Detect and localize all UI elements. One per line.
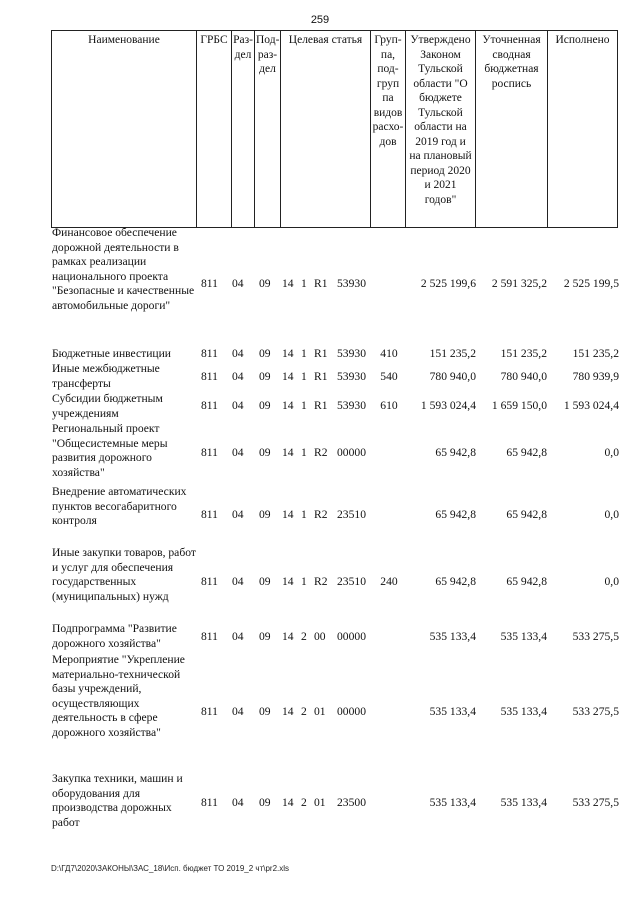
cell-target-3: R2 — [314, 508, 328, 521]
cell-approved: 1 593 024,4 — [420, 399, 476, 412]
cell-podrazdel: 09 — [259, 796, 271, 809]
cell-target-2: 2 — [301, 630, 307, 643]
row-name: Бюджетные инвестиции — [52, 347, 172, 360]
cell-updated: 65 942,8 — [506, 508, 547, 521]
cell-grbs: 811 — [201, 796, 218, 809]
row-name: Финансовое обеспечение дорожной деятельности в рамках реализации национального проекта "Безопасные и качественные автомобильные дороги" — [52, 226, 195, 312]
cell-approved: 65 942,8 — [435, 575, 476, 588]
header-updated: Уточненная сводная бюджетная роспись — [476, 31, 548, 228]
cell-target-1: 14 — [282, 399, 294, 412]
cell-podrazdel: 09 — [259, 705, 271, 718]
cell-executed: 780 939,9 — [572, 370, 619, 383]
cell-target-4: 53930 — [337, 347, 366, 360]
cell-razdel: 04 — [232, 399, 244, 412]
cell-podrazdel: 09 — [259, 630, 271, 643]
cell-target-4: 23510 — [337, 575, 366, 588]
cell-group: 540 — [380, 370, 398, 383]
cell-target-2: 1 — [301, 370, 307, 383]
cell-executed: 151 235,2 — [572, 347, 619, 360]
cell-target-1: 14 — [282, 277, 294, 290]
cell-target-3: R1 — [314, 370, 328, 383]
page-number: 259 — [310, 14, 330, 26]
cell-approved: 535 133,4 — [429, 796, 476, 809]
cell-podrazdel: 09 — [259, 370, 271, 383]
cell-executed: 2 525 199,5 — [563, 277, 619, 290]
cell-podrazdel: 09 — [259, 277, 271, 290]
header-name: Наименование — [52, 31, 197, 228]
cell-executed: 0,0 — [604, 508, 619, 521]
cell-target-3: R1 — [314, 399, 328, 412]
cell-executed: 0,0 — [604, 575, 619, 588]
cell-target-4: 53930 — [337, 370, 366, 383]
cell-updated: 151 235,2 — [500, 347, 547, 360]
cell-razdel: 04 — [232, 575, 244, 588]
cell-updated: 1 659 150,0 — [491, 399, 547, 412]
row-name: Иные межбюджетные трансферты — [52, 362, 160, 390]
cell-executed: 1 593 024,4 — [563, 399, 619, 412]
cell-target-3: R2 — [314, 446, 328, 459]
cell-grbs: 811 — [201, 370, 218, 383]
cell-target-1: 14 — [282, 575, 294, 588]
cell-approved: 65 942,8 — [435, 446, 476, 459]
cell-executed: 0,0 — [604, 446, 619, 459]
header-approved: Утверждено Законом Тульской области "О бюджете Тульской области на 2019 год и на плановый период 2020 и 2021 годов" — [406, 31, 476, 228]
cell-target-3: 01 — [314, 705, 326, 718]
cell-grbs: 811 — [201, 399, 218, 412]
cell-target-3: 01 — [314, 796, 326, 809]
cell-podrazdel: 09 — [259, 399, 271, 412]
cell-updated: 780 940,0 — [500, 370, 547, 383]
cell-target-2: 2 — [301, 796, 307, 809]
cell-target-2: 1 — [301, 399, 307, 412]
cell-grbs: 811 — [201, 446, 218, 459]
cell-target-2: 1 — [301, 446, 307, 459]
row-name: Субсидии бюджетным учреждениям — [52, 392, 163, 420]
cell-updated: 535 133,4 — [500, 630, 547, 643]
row-name: Подпрограмма "Развитие дорожного хозяйства" — [52, 622, 177, 650]
cell-podrazdel: 09 — [259, 347, 271, 360]
cell-target-4: 00000 — [337, 705, 366, 718]
cell-grbs: 811 — [201, 277, 218, 290]
header-group: Груп- па, под- груп па видов расхо- дов — [371, 31, 406, 228]
cell-updated: 2 591 325,2 — [491, 277, 547, 290]
row-name: Иные закупки товаров, работ и услуг для обеспечения государственных (муниципальных) нужд — [52, 546, 196, 603]
cell-target-4: 00000 — [337, 446, 366, 459]
cell-razdel: 04 — [232, 630, 244, 643]
cell-approved: 535 133,4 — [429, 630, 476, 643]
cell-group: 240 — [380, 575, 398, 588]
cell-target-1: 14 — [282, 370, 294, 383]
cell-podrazdel: 09 — [259, 575, 271, 588]
cell-razdel: 04 — [232, 446, 244, 459]
cell-grbs: 811 — [201, 347, 218, 360]
cell-updated: 65 942,8 — [506, 446, 547, 459]
cell-grbs: 811 — [201, 508, 218, 521]
cell-target-2: 1 — [301, 277, 307, 290]
cell-target-1: 14 — [282, 347, 294, 360]
header-grbs: ГРБС — [197, 31, 232, 228]
cell-grbs: 811 — [201, 705, 218, 718]
cell-target-2: 1 — [301, 508, 307, 521]
cell-executed: 533 275,5 — [572, 630, 619, 643]
cell-target-1: 14 — [282, 446, 294, 459]
cell-approved: 780 940,0 — [429, 370, 476, 383]
header-target: Целевая статья — [281, 31, 371, 228]
cell-grbs: 811 — [201, 575, 218, 588]
cell-updated: 535 133,4 — [500, 705, 547, 718]
table-header — [51, 30, 618, 228]
cell-target-2: 1 — [301, 347, 307, 360]
cell-razdel: 04 — [232, 277, 244, 290]
cell-target-4: 53930 — [337, 399, 366, 412]
cell-target-3: R1 — [314, 347, 328, 360]
cell-group: 410 — [380, 347, 398, 360]
header-razdel: Раз- дел — [232, 31, 255, 228]
cell-razdel: 04 — [232, 347, 244, 360]
cell-target-2: 2 — [301, 705, 307, 718]
header-executed: Исполнено — [548, 31, 618, 228]
cell-target-4: 53930 — [337, 277, 366, 290]
cell-target-2: 1 — [301, 575, 307, 588]
cell-target-3: 00 — [314, 630, 326, 643]
cell-target-3: R1 — [314, 277, 328, 290]
cell-podrazdel: 09 — [259, 446, 271, 459]
cell-razdel: 04 — [232, 508, 244, 521]
cell-target-1: 14 — [282, 705, 294, 718]
cell-grbs: 811 — [201, 630, 218, 643]
cell-approved: 2 525 199,6 — [420, 277, 476, 290]
cell-target-1: 14 — [282, 508, 294, 521]
cell-target-4: 23510 — [337, 508, 366, 521]
file-path-footer: D:\ГД7\2020\ЗАКОНЫ\ЗАС_18\Исп. бюджет ТО 2019_2 чт\pr2.xls — [51, 864, 290, 873]
cell-target-4: 00000 — [337, 630, 366, 643]
row-name: Мероприятие "Укрепление материально-технической базы учреждений, осуществляющих деятельность в сфере дорожного хозяйства" — [52, 653, 185, 739]
cell-approved: 535 133,4 — [429, 705, 476, 718]
cell-group: 610 — [380, 399, 398, 412]
cell-target-1: 14 — [282, 796, 294, 809]
cell-razdel: 04 — [232, 796, 244, 809]
cell-updated: 535 133,4 — [500, 796, 547, 809]
cell-target-1: 14 — [282, 630, 294, 643]
cell-executed: 533 275,5 — [572, 796, 619, 809]
cell-razdel: 04 — [232, 370, 244, 383]
cell-target-4: 23500 — [337, 796, 366, 809]
cell-target-3: R2 — [314, 575, 328, 588]
cell-updated: 65 942,8 — [506, 575, 547, 588]
row-name: Закупка техники, машин и оборудования для производства дорожных работ — [52, 772, 183, 829]
cell-approved: 151 235,2 — [429, 347, 476, 360]
row-name: Внедрение автоматических пунктов весогабаритного контроля — [52, 485, 187, 528]
cell-executed: 533 275,5 — [572, 705, 619, 718]
cell-razdel: 04 — [232, 705, 244, 718]
cell-podrazdel: 09 — [259, 508, 271, 521]
header-podrazdel: Под- раз- дел — [255, 31, 281, 228]
cell-approved: 65 942,8 — [435, 508, 476, 521]
row-name: Региональный проект "Общесистемные меры развития дорожного хозяйства" — [52, 422, 168, 479]
